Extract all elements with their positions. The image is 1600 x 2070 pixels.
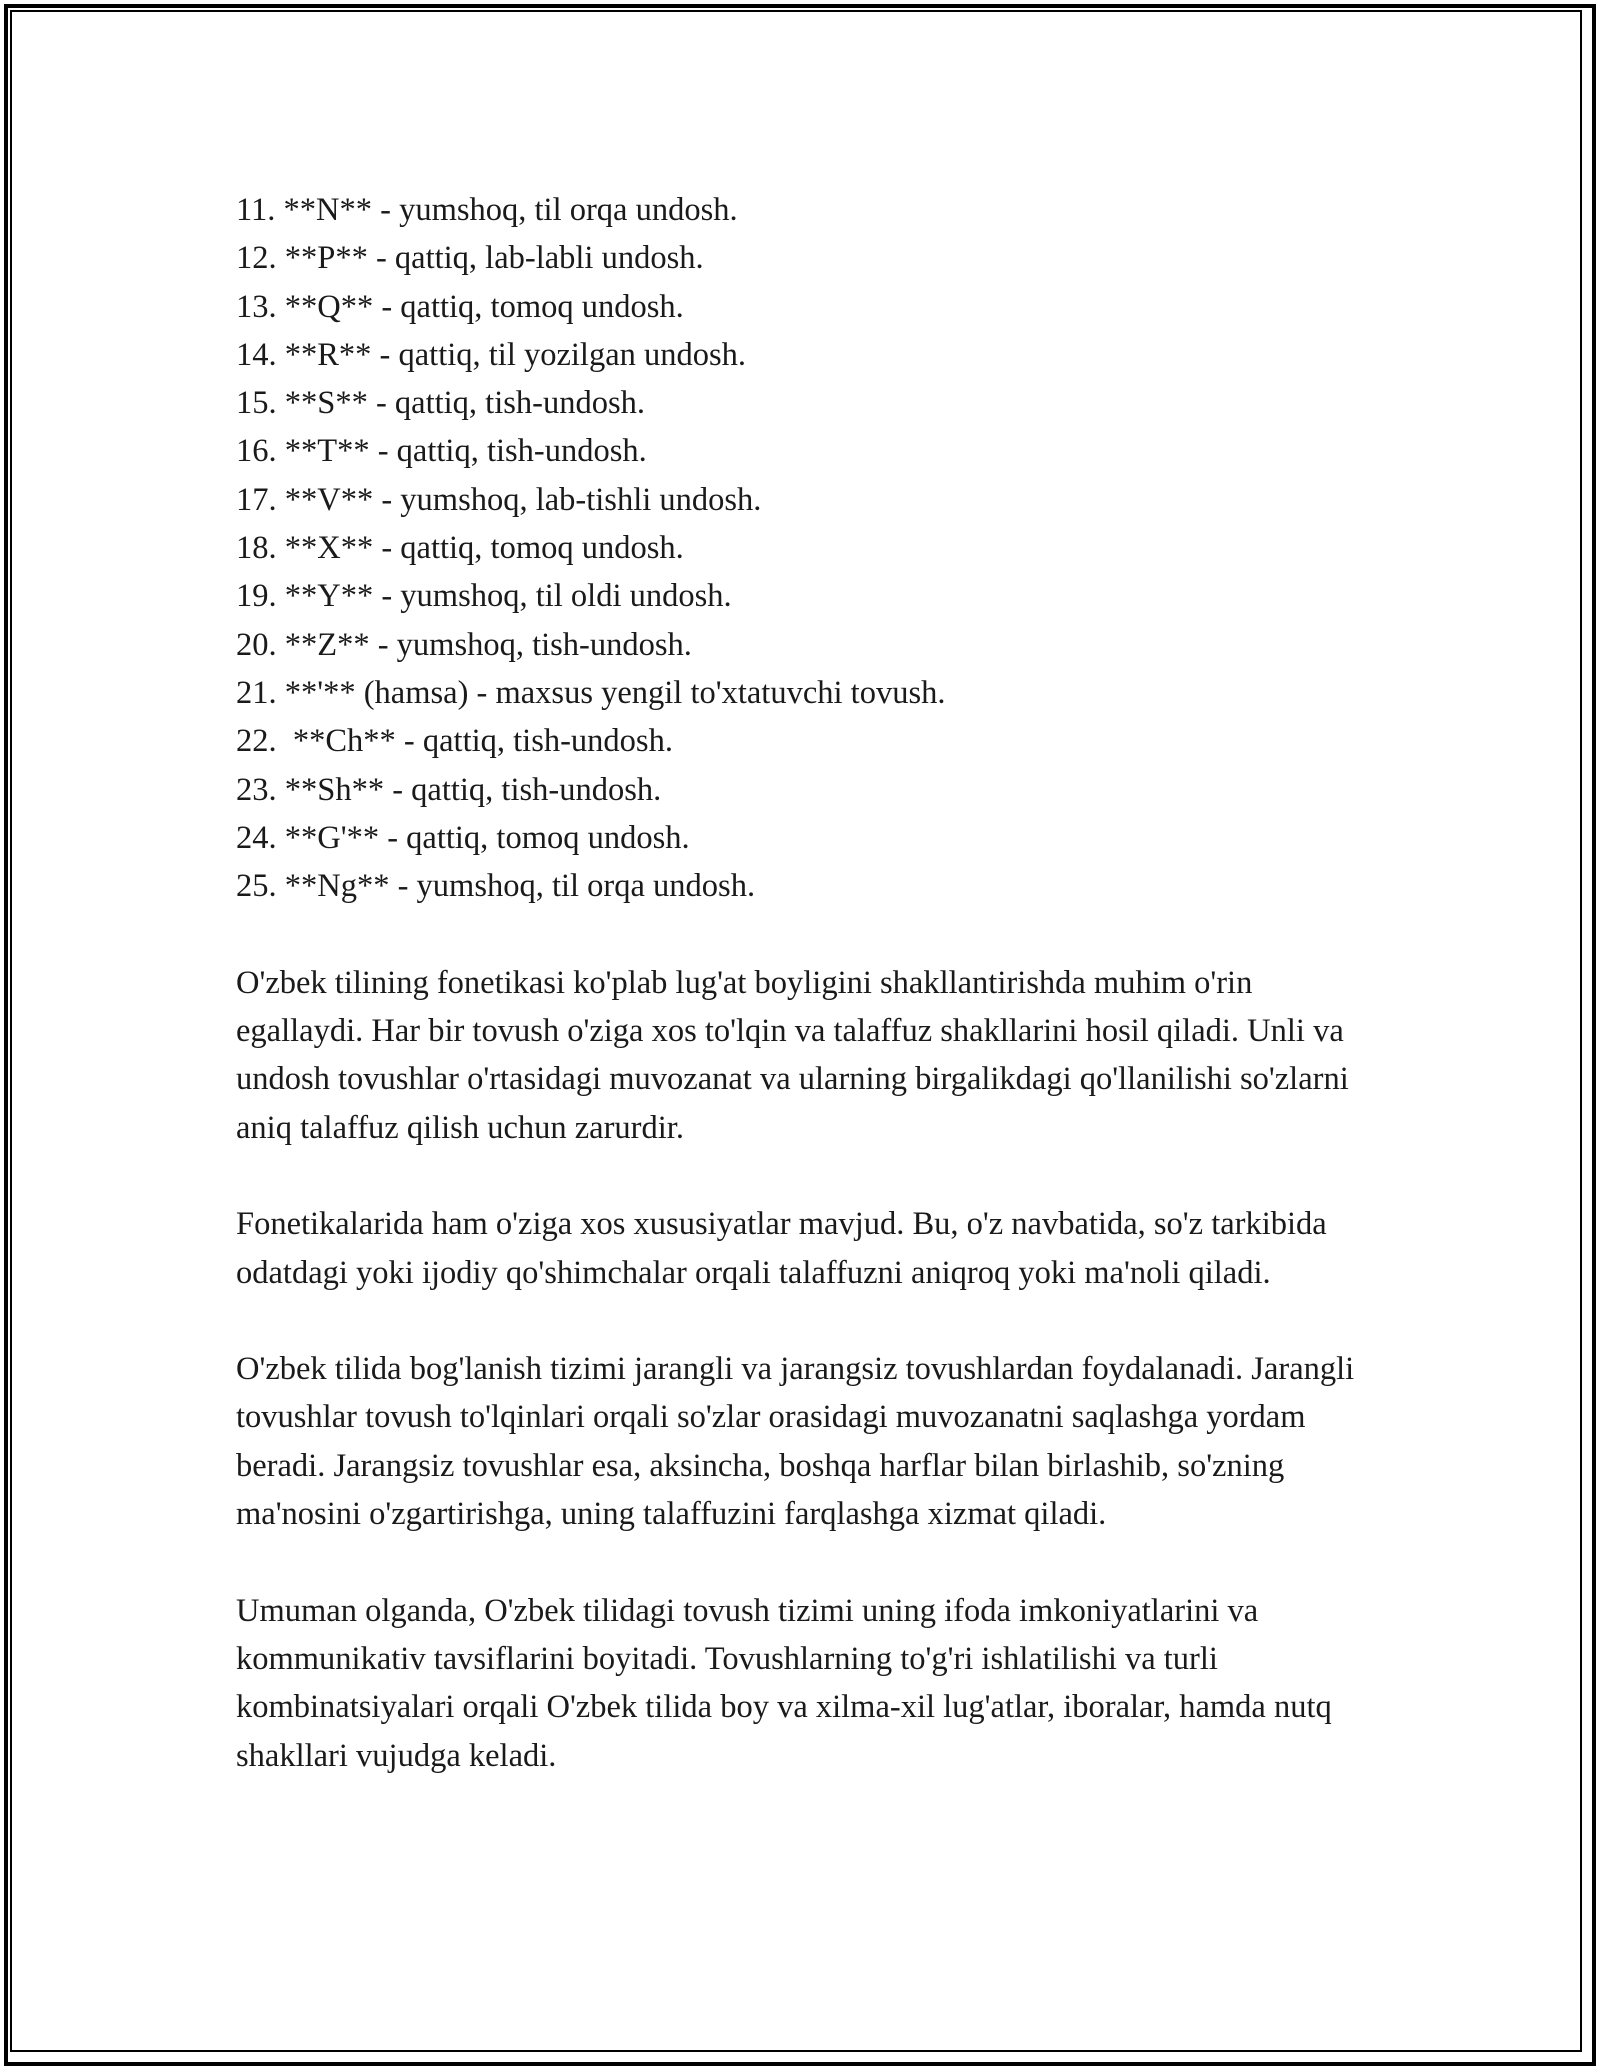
paragraph-conclusion: Umuman olganda, O'zbek tilidagi tovush tizimi uning ifoda imkoniyatlarini va kommunikativ tavsiflarini boyitadi. Tovushlarning to'g'ri ishlatilishi va turli kombinatsiyalari orqali O'zbek tilida boy va xilma-xil lug'atlar, iboralar, hamda nutq shakllari vujudga keladi. xyxy=(236,1592,1332,1774)
list-item: 20. **Z** - yumshoq, tish-undosh. xyxy=(236,626,692,663)
consonant-list xyxy=(236,186,1376,910)
list-item: 12. **P** - qattiq, lab-labli undosh. xyxy=(236,240,704,277)
list-item: 13. **Q** - qattiq, tomoq undosh. xyxy=(236,288,684,325)
list-item: 16. **T** - qattiq, tish-undosh. xyxy=(236,433,647,470)
list-item: 23. **Sh** - qattiq, tish-undosh. xyxy=(236,771,662,808)
list-item: 22. **Ch** - qattiq, tish-undosh. xyxy=(236,723,673,760)
list-item: 24. **G'** - qattiq, tomoq undosh. xyxy=(236,819,690,856)
list-item: 15. **S** - qattiq, tish-undosh. xyxy=(236,385,645,422)
list-item: 17. **V** - yumshoq, lab-tishli undosh. xyxy=(236,481,762,518)
list-item: 11. **N** - yumshoq, til orqa undosh. xyxy=(236,192,738,228)
paragraph-phonetics-intro: O'zbek tilining fonetikasi ko'plab lug'at boyligini shakllantirishda muhim o'rin egallaydi. Har bir tovush o'ziga xos to'lqin va talaffuz shakllarini hosil qiladi. Unli va undosh tovushlar o'rtasidagi muvozanat va ularning birgalikdagi qo'llanilishi so'zlarni aniq talaffuz qilish uchun zarurdir. xyxy=(236,964,1349,1146)
paragraph-phonetic-features: Fonetikalarida ham o'ziga xos xususiyatlar mavjud. Bu, o'z navbatida, so'z tarkibida odatdagi yoki ijodiy qo'shimchalar orqali talaffuzni aniqroq yoki ma'noli qiladi. xyxy=(236,1206,1327,1291)
list-item: 19. **Y** - yumshoq, til oldi undosh. xyxy=(236,578,732,615)
list-item: 21. **'** (hamsa) - maxsus yengil to'xtatuvchi tovush. xyxy=(236,674,946,711)
document-body xyxy=(236,186,1376,1780)
list-item: 18. **X** - qattiq, tomoq undosh. xyxy=(236,530,684,567)
paragraph-voiced-voiceless: O'zbek tilida bog'lanish tizimi jarangli va jarangsiz tovushlardan foydalanadi. Jarangli tovushlar tovush to'lqinlari orqali so'zlar orasidagi muvozanatni saqlashga yordam beradi. Jarangsiz tovushlar esa, aksincha, boshqa harflar bilan birlashib, so'zning ma'nosini o'zgartirishga, uning talaffuzini farqlashga xizmat qiladi. xyxy=(236,1351,1355,1533)
list-item: 14. **R** - qattiq, til yozilgan undosh. xyxy=(236,336,747,373)
list-item: 25. **Ng** - yumshoq, til orqa undosh. xyxy=(236,868,756,905)
